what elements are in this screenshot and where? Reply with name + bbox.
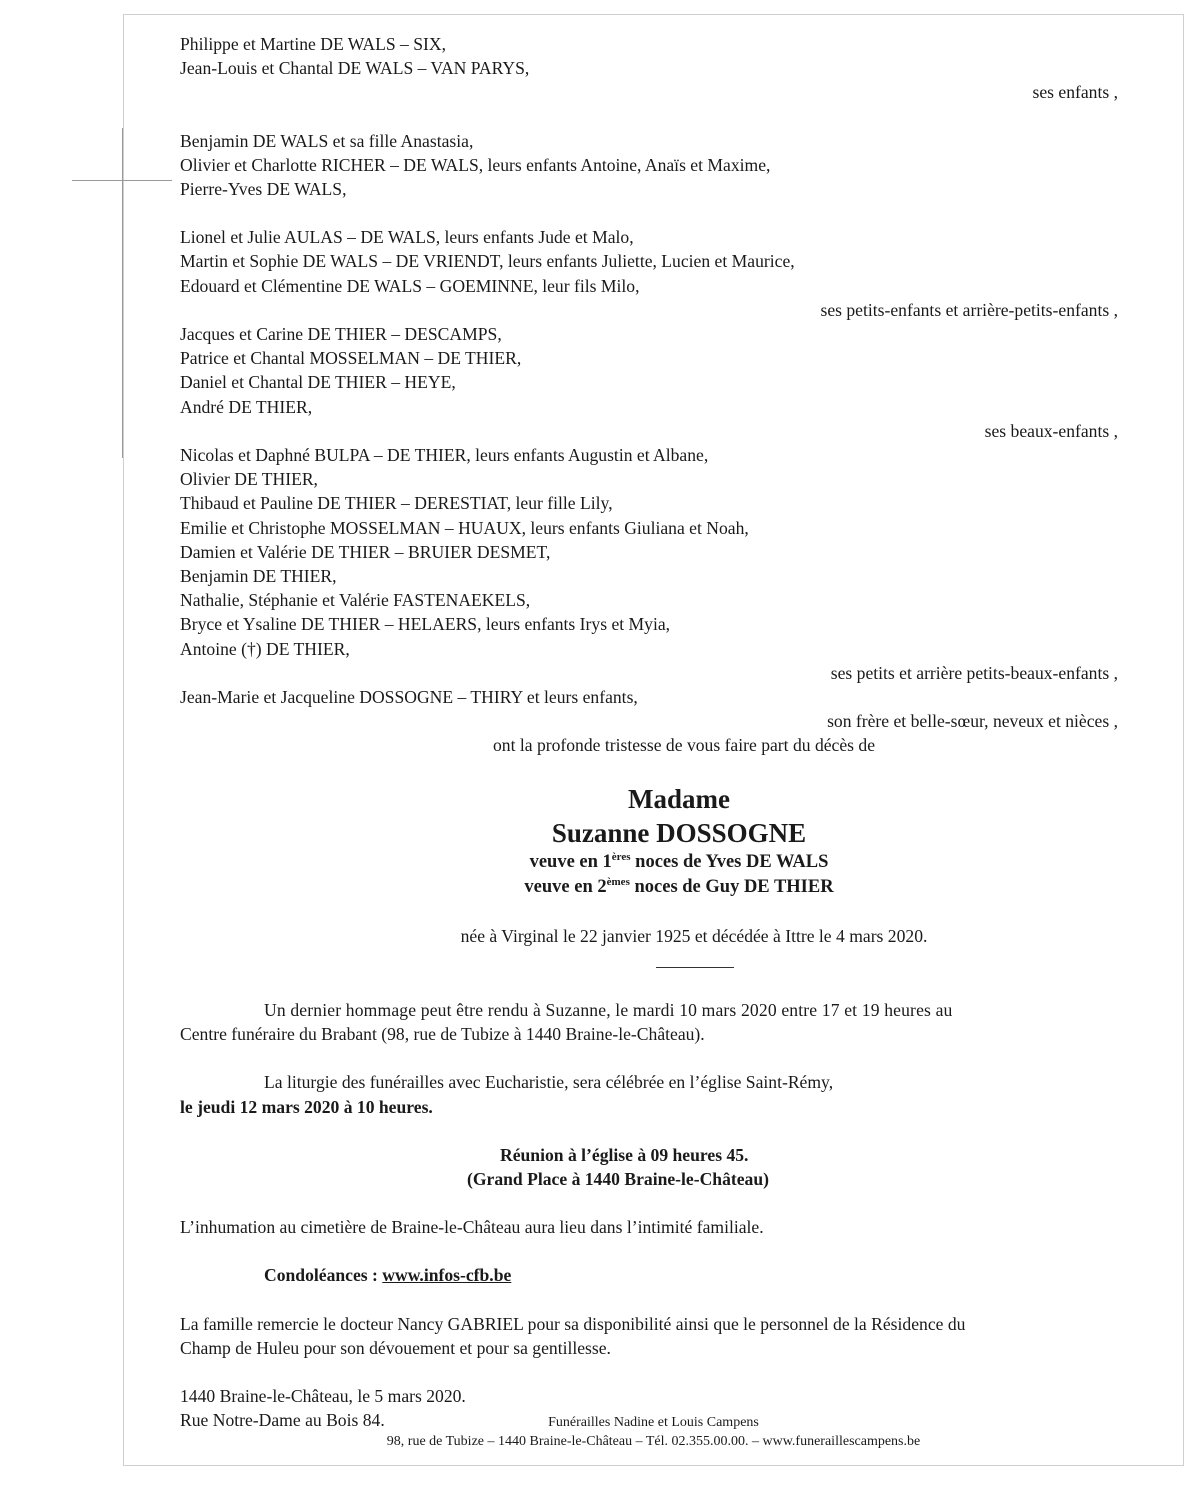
- birth-death-dates: née à Virginal le 22 janvier 1925 et décédée à Ittre le 4 mars 2020.: [460, 925, 928, 946]
- family-line: Bryce et Ysaline DE THIER – HELAERS, leurs enfants Irys et Myia,: [180, 614, 671, 635]
- family-line: Edouard et Clémentine DE WALS – GOEMINNE, leur fils Milo,: [180, 275, 640, 296]
- family-line: Antoine (†) DE THIER,: [180, 638, 350, 659]
- family-line: Olivier et Charlotte RICHER – DE WALS, leurs enfants Antoine, Anaïs et Maxime,: [180, 154, 771, 175]
- address: Rue Notre-Dame au Bois 84.: [180, 1410, 385, 1431]
- family-line: Jean-Marie et Jacqueline DOSSOGNE – THIRY et leurs enfants,: [180, 687, 638, 708]
- hommage-line-1: Un dernier hommage peut être rendu à Suzanne, le mardi 10 mars 2020 entre 17 et 19 heures au: [264, 999, 953, 1020]
- family-line: Nicolas et Daphné BULPA – DE THIER, leurs enfants Augustin et Albane,: [180, 445, 709, 466]
- reunion-time: Réunion à l’église à 09 heures 45.: [500, 1144, 749, 1165]
- children-list: [180, 32, 1118, 80]
- family-line: Martin et Sophie DE WALS – DE VRIENDT, leurs enfants Juliette, Lucien et Maurice,: [180, 251, 795, 272]
- funeral-home-footer: [123, 1413, 1184, 1451]
- notice-content: [180, 32, 1118, 1432]
- condoleances-link[interactable]: www.infos-cfb.be: [382, 1265, 512, 1286]
- family-line: Thibaud et Pauline DE THIER – DERESTIAT, leur fille Lily,: [180, 493, 613, 514]
- second-marriage: veuve en 2èmes noces de Guy DE THIER: [524, 875, 834, 897]
- stepchildren-list: [180, 322, 1118, 419]
- liturgie-date: le jeudi 12 mars 2020 à 10 heures.: [180, 1096, 433, 1117]
- thanks-paragraph: [180, 1312, 1118, 1360]
- family-line: Benjamin DE THIER,: [180, 566, 337, 587]
- deceased-title: Madame: [628, 783, 730, 814]
- family-line: Daniel et Chantal DE THIER – HEYE,: [180, 372, 456, 393]
- grandchildren-label: ses petits-enfants et arrière-petits-enfants ,: [820, 299, 1118, 320]
- reunion-block: [180, 1143, 1118, 1191]
- inhumation-text: L’inhumation au cimetière de Braine-le-Château aura lieu dans l’intimité familiale.: [180, 1217, 764, 1238]
- footer-company: Funérailles Nadine et Louis Campens: [548, 1415, 759, 1430]
- cross-vertical-line: [122, 128, 123, 458]
- stepchildren-label: ses beaux-enfants ,: [984, 420, 1118, 441]
- hommage-paragraph: [180, 998, 1118, 1046]
- footer-contact: 98, rue de Tubize – 1440 Braine-le-Château – Tél. 02.355.00.00. – www.funeraillescampens.be: [386, 1434, 921, 1449]
- siblings-label: son frère et belle-sœur, neveux et nièces ,: [827, 711, 1118, 732]
- children-label: ses enfants ,: [1032, 82, 1118, 103]
- grandchildren-list-b: [180, 225, 1118, 298]
- liturgie-line: La liturgie des funérailles avec Eucharistie, sera célébrée en l’église Saint-Rémy,: [264, 1072, 834, 1093]
- family-line: Jacques et Carine DE THIER – DESCAMPS,: [180, 324, 502, 345]
- cross-horizontal-line: [72, 180, 172, 181]
- deceased-name: Suzanne DOSSOGNE: [551, 817, 807, 848]
- family-line: Olivier DE THIER,: [180, 469, 318, 490]
- place-date: 1440 Braine-le-Château, le 5 mars 2020.: [180, 1385, 466, 1406]
- thanks-line-1: La famille remercie le docteur Nancy GABRIEL pour sa disponibilité ainsi que le personnel de la Résidence du: [180, 1313, 966, 1334]
- hommage-line-2: Centre funéraire du Brabant (98, rue de Tubize à 1440 Braine-le-Château).: [180, 1024, 705, 1045]
- thanks-line-2: Champ de Huleu pour son dévouement et pour sa gentillesse.: [180, 1337, 611, 1358]
- family-line: Jean-Louis et Chantal DE WALS – VAN PARYS,: [180, 58, 530, 79]
- grandchildren-list-a: [180, 129, 1118, 202]
- first-marriage: veuve en 1ères noces de Yves DE WALS: [529, 850, 829, 872]
- family-line: Philippe et Martine DE WALS – SIX,: [180, 34, 447, 54]
- family-line: André DE THIER,: [180, 396, 313, 417]
- family-line: Emilie et Christophe MOSSELMAN – HUAUX, leurs enfants Giuliana et Noah,: [180, 517, 749, 538]
- family-line: Patrice et Chantal MOSSELMAN – DE THIER,: [180, 348, 522, 369]
- family-line: Damien et Valérie DE THIER – BRUIER DESMET,: [180, 541, 551, 562]
- deceased-block: [180, 782, 1118, 900]
- reunion-place: (Grand Place à 1440 Braine-le-Château): [467, 1168, 769, 1189]
- stepgrandchildren-list: [180, 443, 1118, 661]
- family-line: Lionel et Julie AULAS – DE WALS, leurs enfants Jude et Malo,: [180, 227, 634, 248]
- condoleances-label: Condoléances :: [264, 1265, 383, 1286]
- family-line: Nathalie, Stéphanie et Valérie FASTENAEKELS,: [180, 590, 531, 611]
- stepgrandchildren-label: ses petits et arrière petits-beaux-enfants ,: [830, 662, 1118, 683]
- liturgie-paragraph: [180, 1070, 1118, 1118]
- divider-line: [656, 967, 734, 968]
- condoleances: [180, 1263, 1118, 1287]
- family-line: Benjamin DE WALS et sa fille Anastasia,: [180, 130, 474, 151]
- announcement-text: ont la profonde tristesse de vous faire part du décès de: [492, 735, 876, 756]
- family-line: Pierre-Yves DE WALS,: [180, 179, 347, 200]
